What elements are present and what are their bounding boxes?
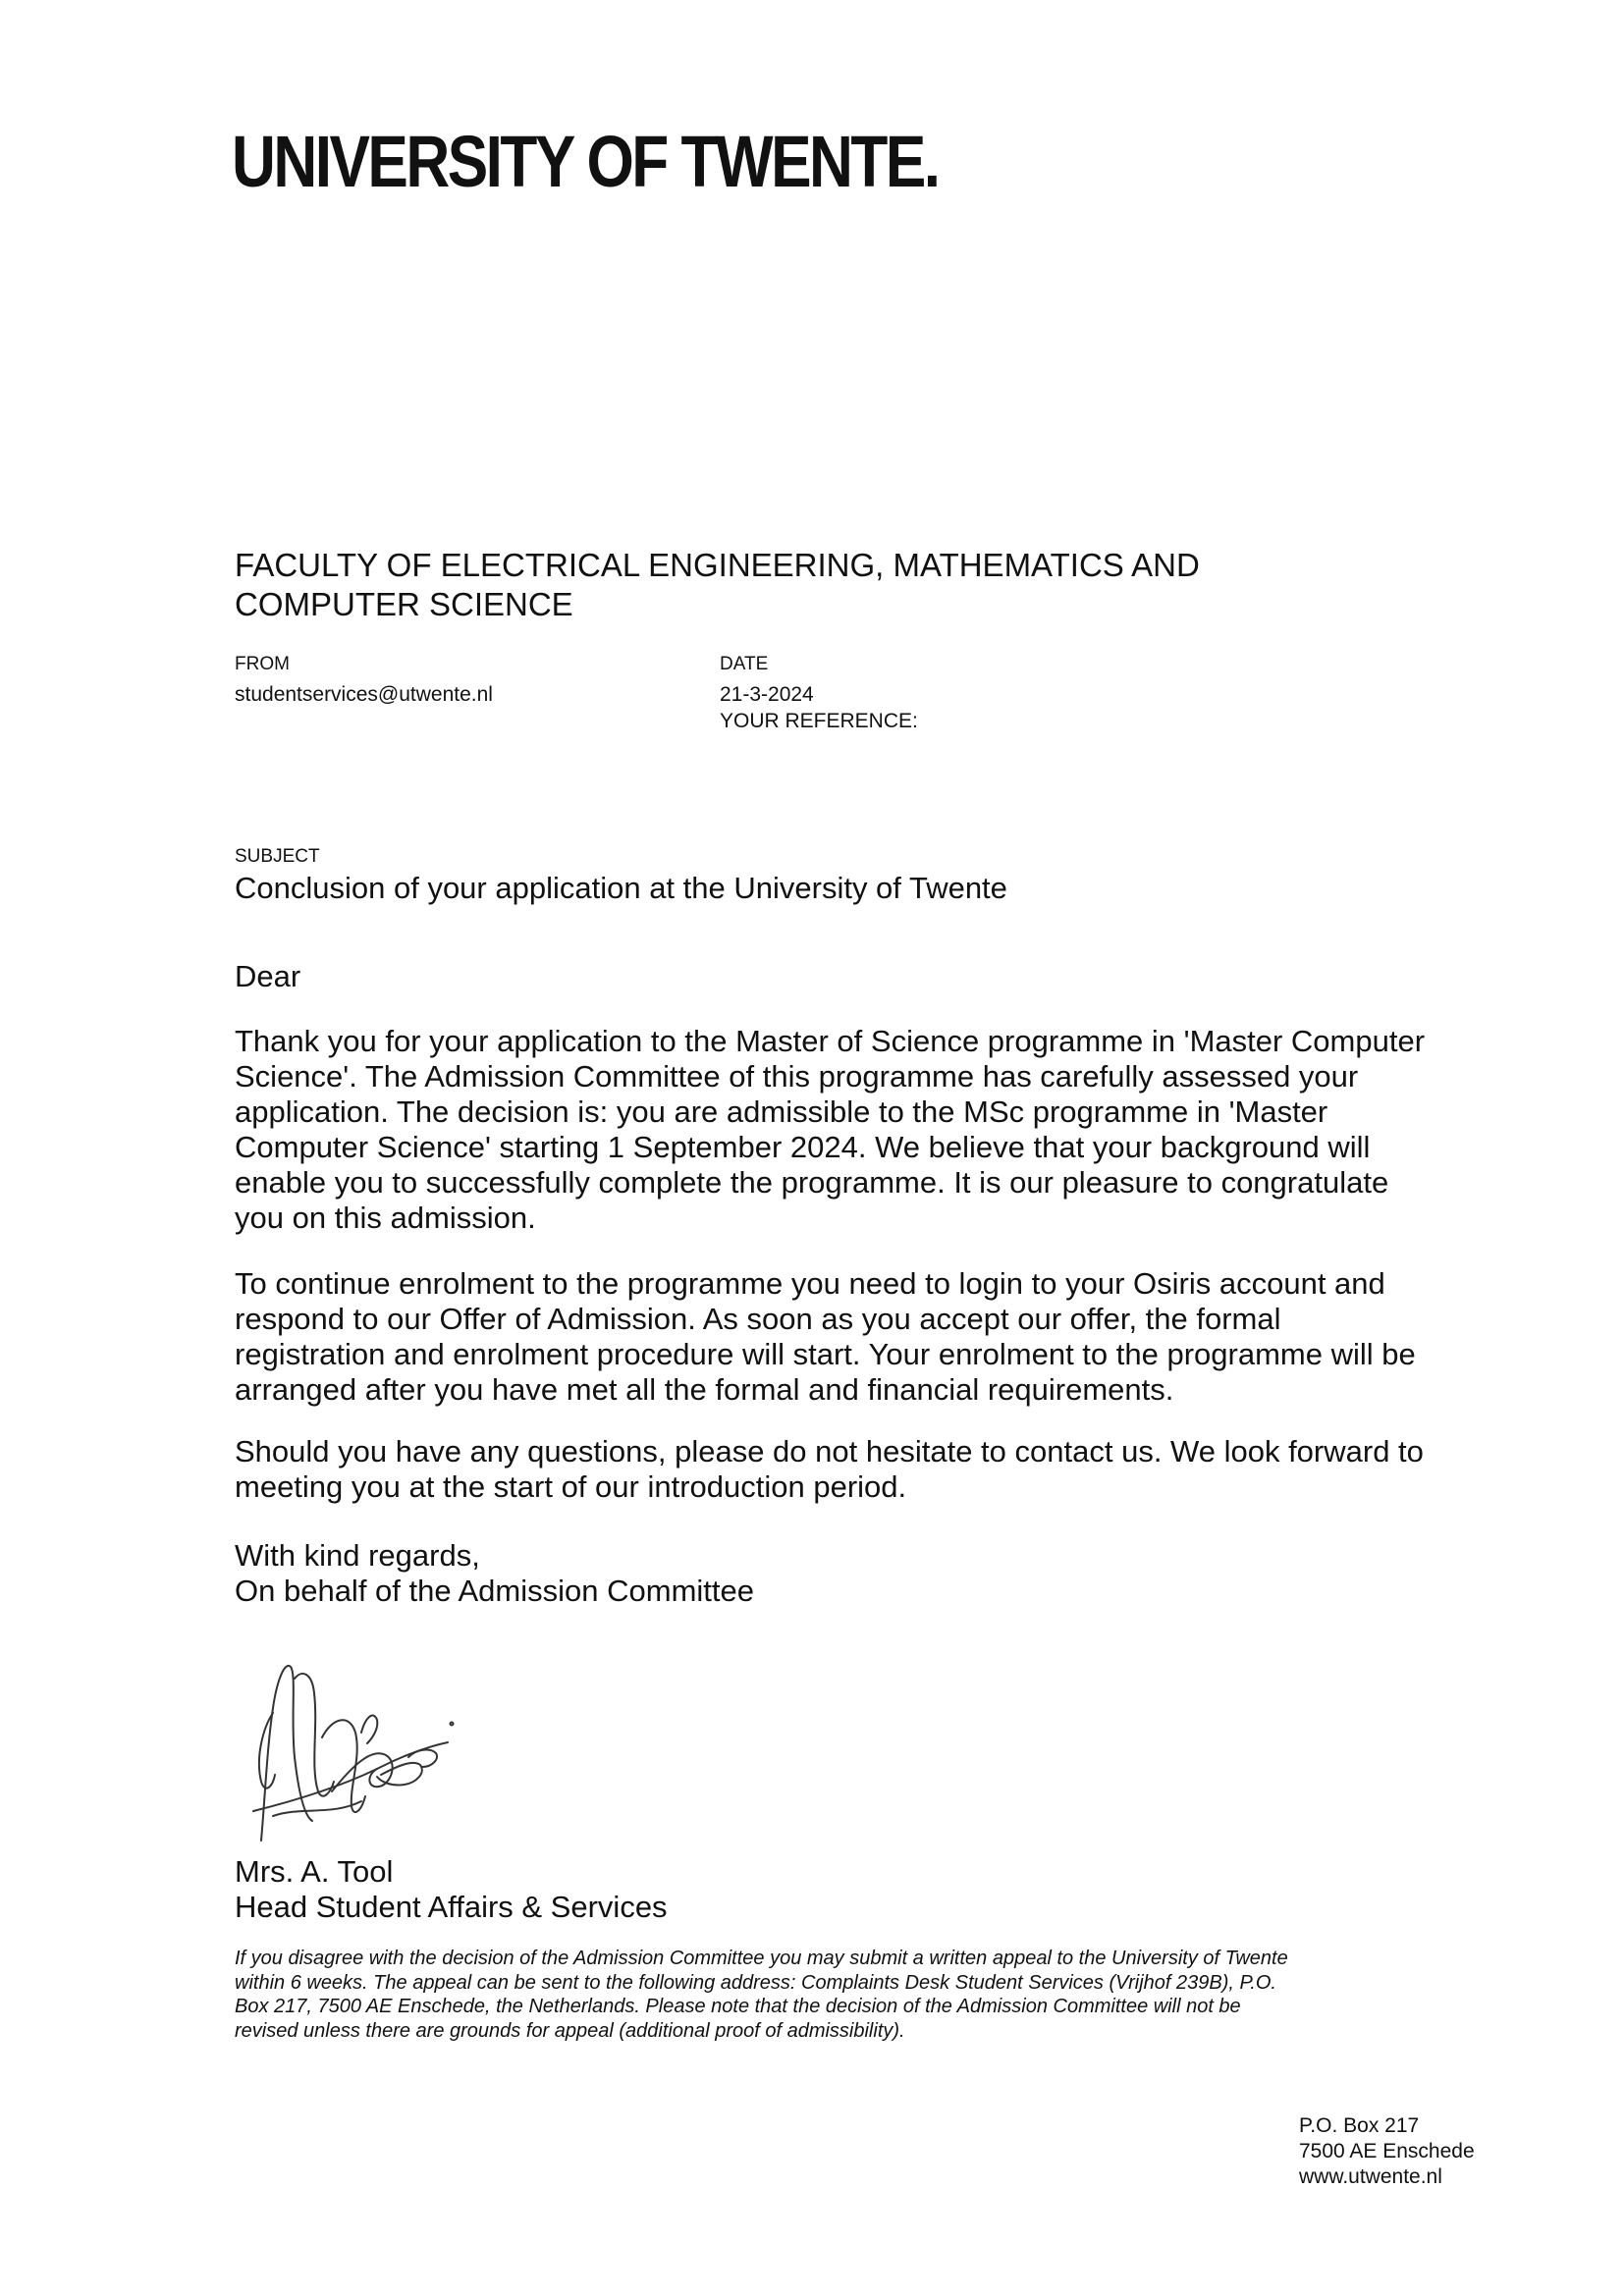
footnote-line: Box 217, 7500 AE Enschede, the Netherlands. Please note that the decision of the Admission Committee will not be	[235, 1996, 1241, 2017]
letter-paragraph-3	[235, 1434, 1433, 1505]
footnote-line: within 6 weeks. The appeal can be sent to the following address: Complaints Desk Student Services (Vrijhof 239B), P.O.	[235, 1971, 1276, 1994]
appeal-footnote	[235, 1947, 1452, 2043]
signer-block	[235, 1854, 1433, 1925]
address-postcode-city: 7500 AE Enschede	[1299, 2140, 1475, 2163]
paragraph-line: respond to our Offer of Admission. As soon as you accept our offer, the formal	[235, 1302, 1281, 1336]
footnote-line: If you disagree with the decision of the Admission Committee you may submit a written appeal to the University of Twente	[235, 1948, 1288, 1969]
letter-paragraph-1	[235, 1024, 1433, 1236]
paragraph-line: Science'. The Admission Committee of this programme has carefully assessed your	[235, 1059, 1359, 1094]
paragraph-line: meeting you at the start of our introduction period.	[235, 1469, 907, 1504]
university-address	[1299, 2113, 1475, 2190]
salutation: Dear	[235, 959, 301, 993]
from-label: FROM	[235, 654, 290, 674]
address-website: www.utwente.nl	[1299, 2165, 1442, 2188]
closing-block	[235, 1538, 1433, 1609]
paragraph-line: you on this admission.	[235, 1201, 536, 1235]
on-behalf-line: On behalf of the Admission Committee	[235, 1574, 754, 1608]
paragraph-line: arranged after you have met all the formal and financial requirements.	[235, 1372, 1174, 1407]
paragraph-line: registration and enrolment procedure will start. Your enrolment to the programme will be	[235, 1337, 1416, 1371]
paragraph-line: Thank you for your application to the Master of Science programme in 'Master Computer	[235, 1024, 1426, 1058]
date-value: 21-3-2024	[720, 683, 814, 706]
paragraph-line: application. The decision is: you are admissible to the MSc programme in 'Master	[235, 1095, 1328, 1129]
closing-regards: With kind regards,	[235, 1538, 480, 1573]
signer-name: Mrs. A. Tool	[235, 1854, 394, 1889]
your-reference-label: YOUR REFERENCE:	[720, 710, 918, 732]
paragraph-line: Should you have any questions, please do not hesitate to contact us. We look forward to	[235, 1434, 1424, 1468]
paragraph-line: To continue enrolment to the programme you need to login to your Osiris account and	[235, 1266, 1385, 1301]
from-email: studentservices@utwente.nl	[235, 683, 493, 706]
faculty-heading-line: FACULTY OF ELECTRICAL ENGINEERING, MATHEMATICS AND	[235, 547, 1200, 583]
date-label: DATE	[720, 654, 769, 674]
address-po-box: P.O. Box 217	[1299, 2114, 1420, 2137]
footnote-line: revised unless there are grounds for appeal (additional proof of admissibility).	[235, 2019, 905, 2042]
letter-paragraph-2	[235, 1266, 1433, 1408]
faculty-heading-line: COMPUTER SCIENCE	[235, 586, 573, 622]
signer-title: Head Student Affairs & Services	[235, 1890, 668, 1924]
university-logo: UNIVERSITY OF TWENTE.	[232, 121, 939, 202]
subject-label: SUBJECT	[235, 846, 320, 867]
faculty-heading	[235, 546, 1315, 624]
subject-text: Conclusion of your application at the University of Twente	[235, 871, 1007, 905]
paragraph-line: Computer Science' starting 1 September 2024. We believe that your background will	[235, 1130, 1371, 1164]
paragraph-line: enable you to successfully complete the programme. It is our pleasure to congratulate	[235, 1165, 1389, 1200]
handwritten-signature	[234, 1620, 460, 1845]
